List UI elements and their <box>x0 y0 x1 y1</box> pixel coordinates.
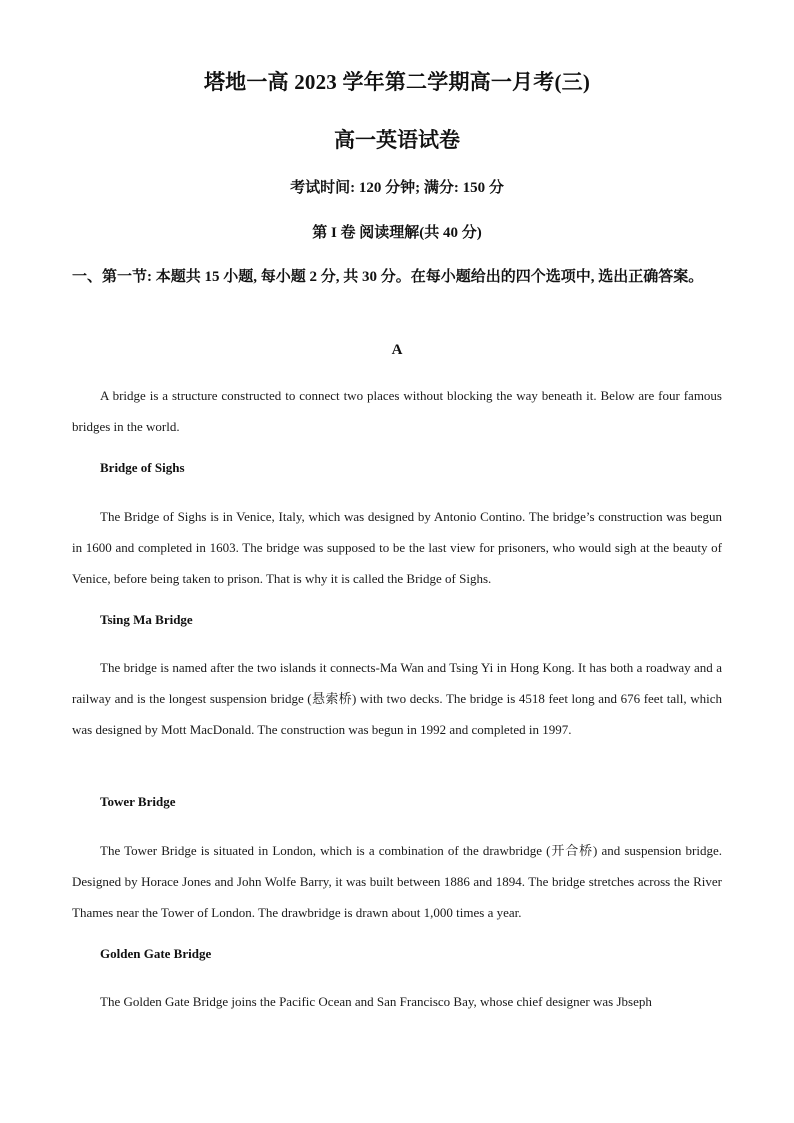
bridge-paragraph: The Golden Gate Bridge joins the Pacific Ocean and San Francisco Bay, whose chief designer was Jbseph <box>100 994 652 1009</box>
part-title: 第 I 卷 阅读理解(共 40 分) <box>312 225 482 241</box>
bridge-heading: Bridge of Sighs <box>100 460 185 475</box>
bridge-heading: Tsing Ma Bridge <box>100 612 193 627</box>
bridge-heading: Golden Gate Bridge <box>100 946 212 961</box>
bridge-paragraph: The Tower Bridge is situated in London, which is a combination of the drawbridge (开合桥) and suspension bridge. Designed by Horace Jones and John Wolfe Barry, it was built between 1886 and 1894. The bridge stretches across the River Thames near the Tower of London. The drawbridge is drawn about 1,000 times a year. <box>72 843 722 920</box>
bridge-paragraph: The bridge is named after the two islands it connects-Ma Wan and Tsing Yi in Hong Kong. It has both a roadway and a railway and is the longest suspension bridge (悬索桥) with two decks. The bridge is 4518 feet long and 676 feet tall, which was designed by Mott MacDonald. The construction was begun in 1992 and completed in 1997. <box>72 660 722 737</box>
exam-title: 塔地一高 2023 学年第二学期高一月考(三) <box>203 70 591 94</box>
bridge-paragraph: The Bridge of Sighs is in Venice, Italy, which was designed by Antonio Contino. The bridge’s construction was begun in 1600 and completed in 1603. The bridge was supposed to be the last view for prisoners, who would sigh at the beauty of Venice, before being taken to prison. That is why it is called the Bridge of Sighs. <box>72 509 722 586</box>
section-instruction: 一、第一节: 本题共 15 小题, 每小题 2 分, 共 30 分。在每小题给出的四个选项中, 选出正确答案。 <box>72 269 704 285</box>
passage-letter: A <box>391 342 403 358</box>
exam-info: 考试时间: 120 分钟; 满分: 150 分 <box>290 180 504 196</box>
passage-intro: A bridge is a structure constructed to connect two places without blocking the way beneath it. Below are four famous bridges in the world. <box>72 388 722 434</box>
exam-subtitle: 高一英语试卷 <box>334 128 460 152</box>
bridge-heading: Tower Bridge <box>100 794 176 809</box>
